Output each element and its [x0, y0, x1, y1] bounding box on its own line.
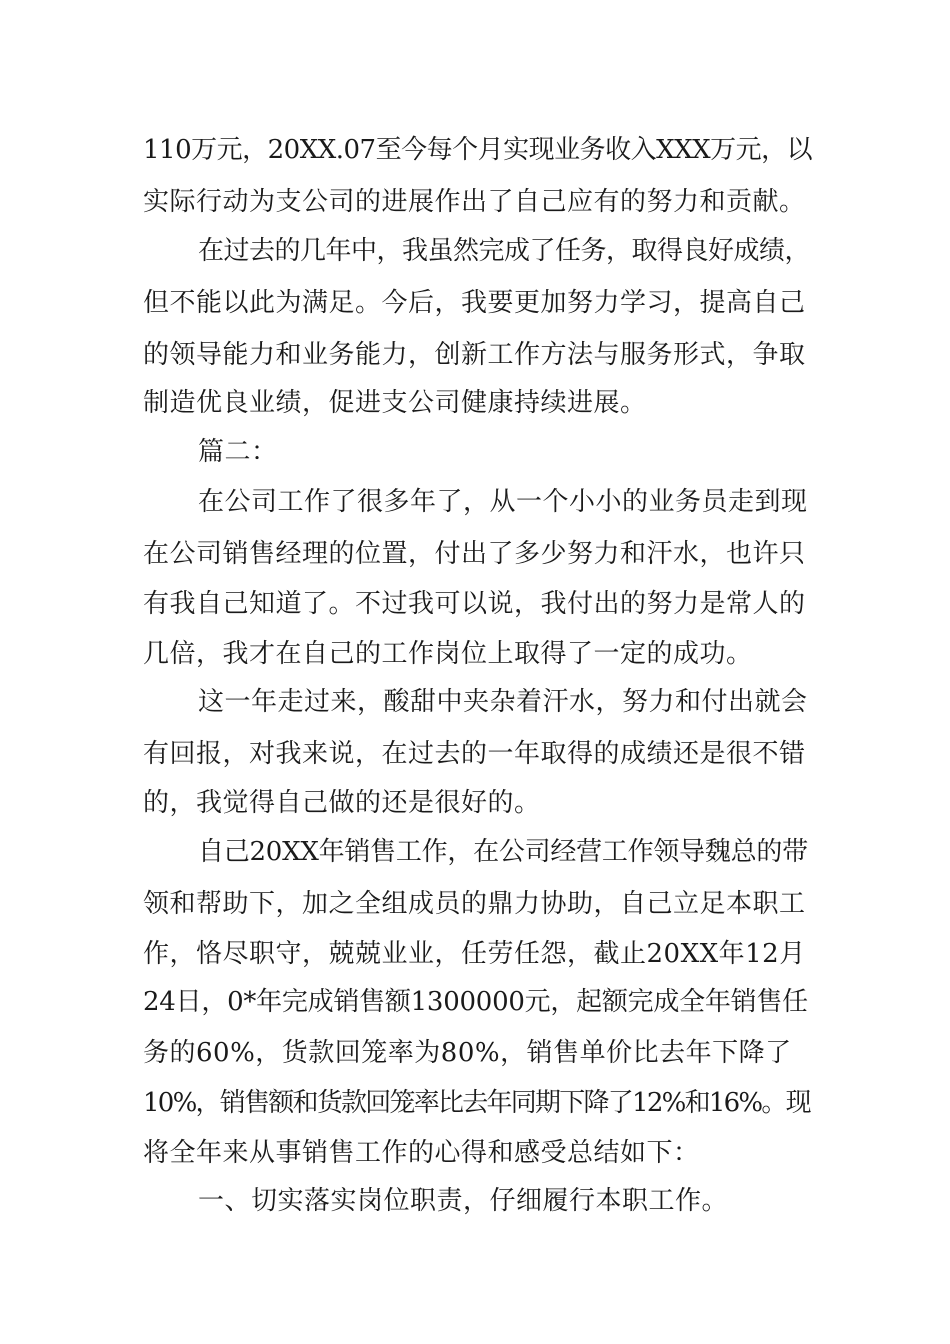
text-line: 的，我觉得自己做的还是很好的。 [143, 788, 541, 818]
paragraph-start-line: 这一年走过来，酸甜中夹杂着汗水，努力和付出就会 [198, 687, 808, 717]
text-line: 几倍，我才在自己的工作岗位上取得了一定的成功。 [143, 639, 753, 669]
numbered-heading: 一、切实落实岗位职责，仔细履行本职工作。 [198, 1186, 729, 1216]
text-line: 在公司销售经理的位置，付出了多少努力和汗水，也许只 [143, 539, 806, 569]
text-line: 领和帮助下，加之全组成员的鼎力协助，自己立足本职工 [143, 889, 806, 919]
text-line: 但不能以此为满足。今后，我要更加努力学习，提高自己 [143, 288, 806, 318]
paragraph-start-line: 在过去的几年中，我虽然完成了任务，取得良好成绩， [198, 236, 811, 266]
text-line: 有回报，对我来说，在过去的一年取得的成绩还是很不错 [143, 739, 806, 769]
text-line: 110万元，20XX.07至今每个月实现业务收入XXX万元，以 [143, 135, 813, 165]
text-line: 将全年来从事销售工作的心得和感受总结如下： [143, 1138, 700, 1168]
paragraph-start-line: 在公司工作了很多年了，从一个小小的业务员走到现 [198, 487, 808, 517]
section-heading: 篇二： [198, 437, 278, 467]
text-line: 的领导能力和业务能力，创新工作方法与服务形式，争取 [143, 340, 806, 370]
text-line: 制造优良业绩，促进支公司健康持续进展。 [143, 388, 647, 418]
text-line: 实际行动为支公司的进展作出了自己应有的努力和贡献。 [143, 187, 806, 217]
text-line: 10%，销售额和货款回笼率比去年同期下降了12%和16%。现 [143, 1088, 810, 1118]
text-line: 24日，0*年完成销售额1300000元，起额完成全年销售任 [143, 987, 808, 1017]
text-line: 有我自己知道了。不过我可以说，我付出的努力是常人的 [143, 589, 806, 619]
paragraph-start-line: 自己20XX年销售工作，在公司经营工作领导魏总的带 [198, 837, 808, 867]
text-line: 务的60%，货款回笼率为80%，销售单价比去年下降了 [143, 1038, 792, 1068]
text-line: 作，恪尽职守，兢兢业业，任劳任怨，截止20XX年12月 [143, 939, 806, 969]
